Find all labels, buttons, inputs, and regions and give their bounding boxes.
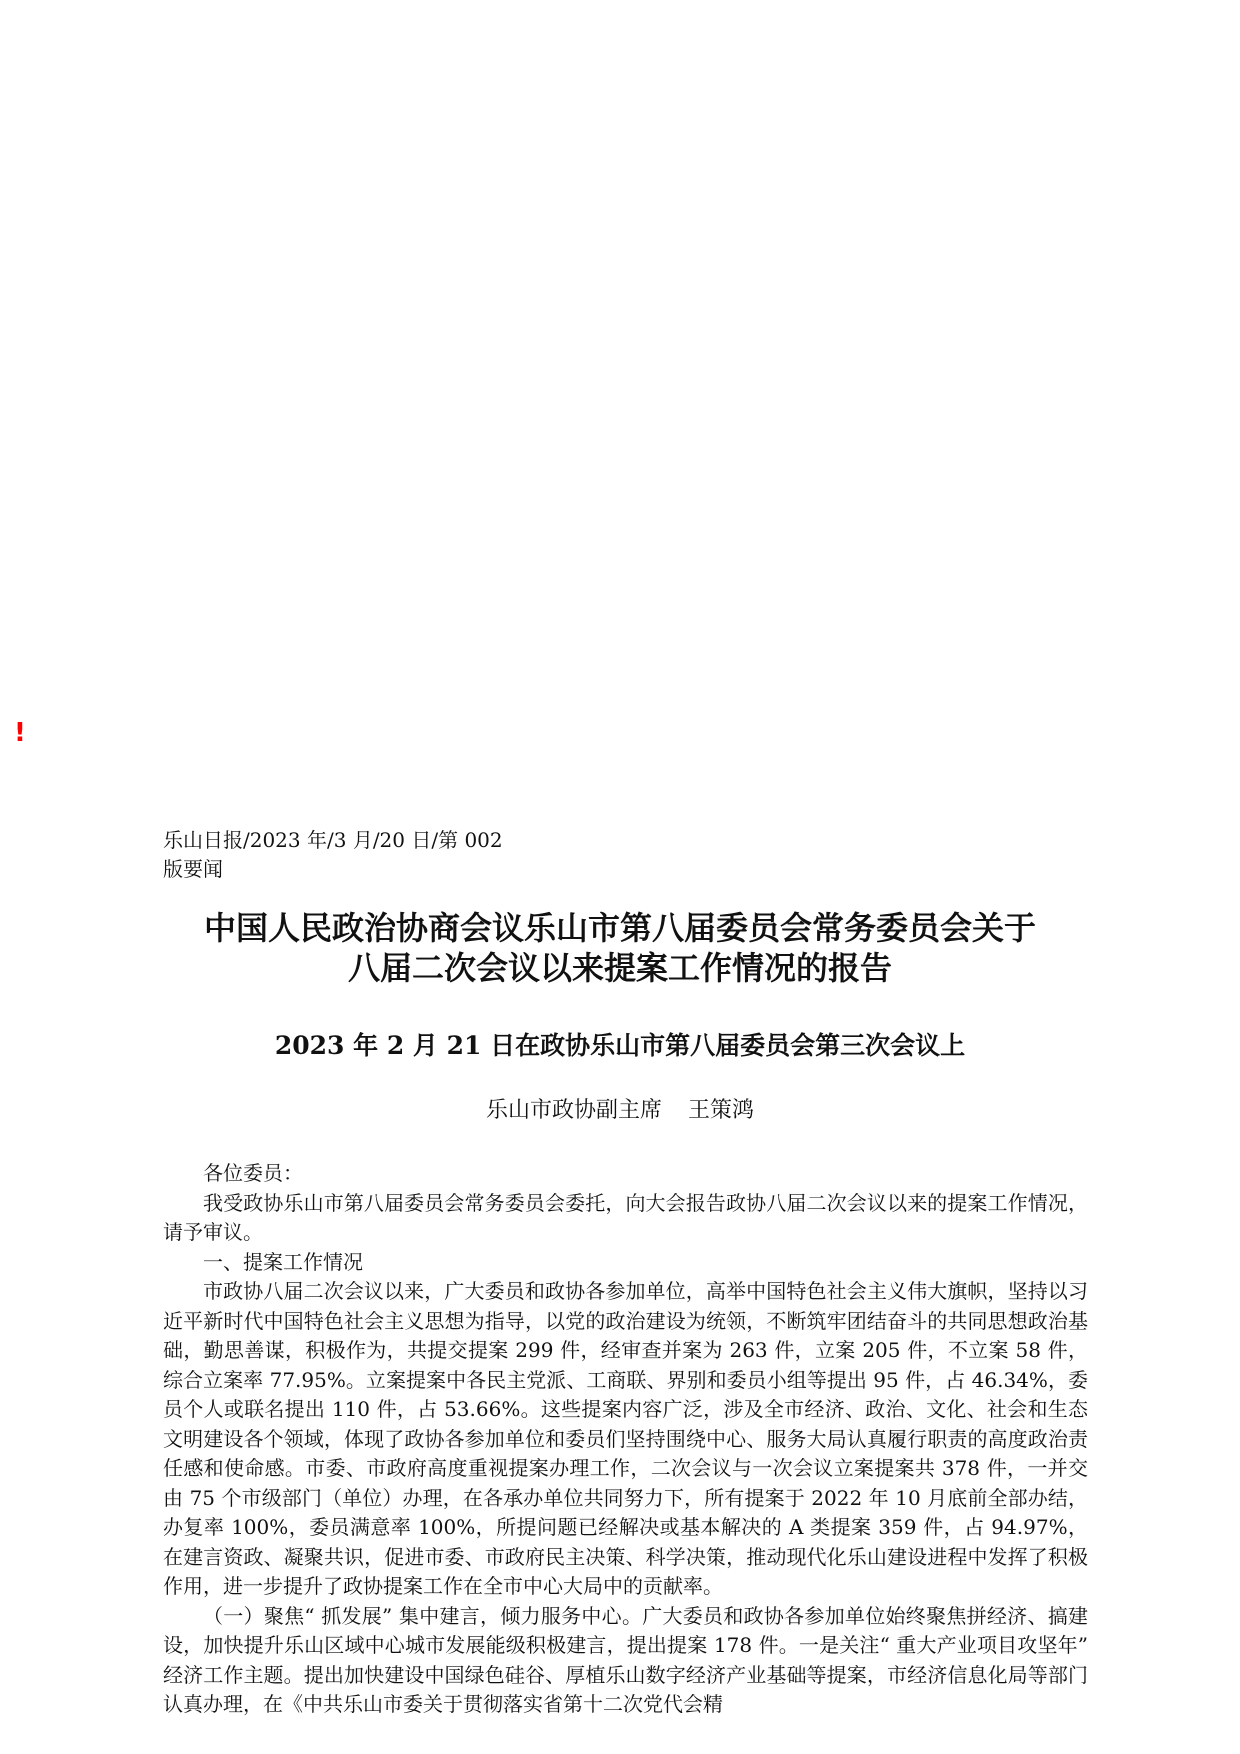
body-paragraph-2: 市政协八届二次会议以来，广大委员和政协各参加单位，高举中国特色社会主义伟大旗帜，坚持以习近平新时代中国特色社会主义思想为指导，以党的政治建设为统领，不断筑牢团结奋斗的共同思想政治基础，勤思善谋，积极作为，共提交提案 299 件，经审查并案为 263 件，立案 205 件，不立案 58 件，综合立案率 77.95%。立案提案中各民主党派、工商联、界别和委员小组等提出 95 件，占 46.34%，委员个人或联名提出 110 件，占 53.66%。这些提案内容广泛，涉及全市经济、政治、文化、社会和生态文明建设各个领域，体现了政协各参加单位和委员们坚持围绕中心、服务大局认真履行职责的高度政治责任感和使命感。市委、市政府高度重视提案办理工作，二次会议与一次会议立案提案共 378 件，一并交由 75 个市级部门（单位）办理，在各承办单位共同努力下，所有提案于 2022 年 10 月底前全部办结，办复率 100%，委员满意率 100%，所提问题已经解决或基本解决的 A 类提案 359 件，占 94.97%，在建言资政、凝聚共识，促进市委、市政府民主决策、科学决策，推动现代化乐山建设进程中发挥了积极作用，进一步提升了政协提案工作在全市中心大局中的贡献率。 [163, 1279, 1088, 1598]
report-title-line-2: 八届二次会议以来提案工作情况的报告 [347, 949, 892, 987]
report-title-line-1: 中国人民政治协商会议乐山市第八届委员会常务委员会关于 [203, 909, 1036, 947]
body-paragraph-3: （一）聚焦“ 抓发展” 集中建言，倾力服务中心。广大委员和政协各参加单位始终聚焦拼经济、搞建设，加快提升乐山区域中心城市发展能级积极建言，提出提案 178 件。一是关注“ 重大产业项目攻坚年” 经济工作主题。提出加快建设中国绿色硅谷、厚植乐山数字经济产业基础等提案，市经济信息化局等部门认真办理，在《中共乐山市委关于贯彻落实省第十二次党代会精 [163, 1603, 1088, 1716]
report-body [163, 1159, 1088, 1720]
source-line [163, 826, 523, 884]
warning-mark: ! [14, 718, 26, 748]
section-heading-1: 一、提案工作情况 [203, 1249, 363, 1274]
author-name: 王策鸿 [688, 1098, 755, 1123]
report-subtitle: 2023 年 2 月 21 日在政协乐山市第八届委员会第三次会议上 [274, 1031, 966, 1060]
source-line-2: 版要闻 [163, 857, 223, 881]
report-author [120, 1093, 1120, 1124]
body-paragraph-1: 我受政协乐山市第八届委员会常务委员会委托，向大会报告政协八届二次会议以来的提案工作情况，请予审议。 [163, 1190, 1088, 1244]
source-line-1: 乐山日报/2023 年/3 月/20 日/第 002 [163, 828, 503, 852]
salutation: 各位委员： [203, 1161, 303, 1185]
author-role: 乐山市政协副主席 [485, 1098, 662, 1123]
report-title [120, 908, 1120, 988]
